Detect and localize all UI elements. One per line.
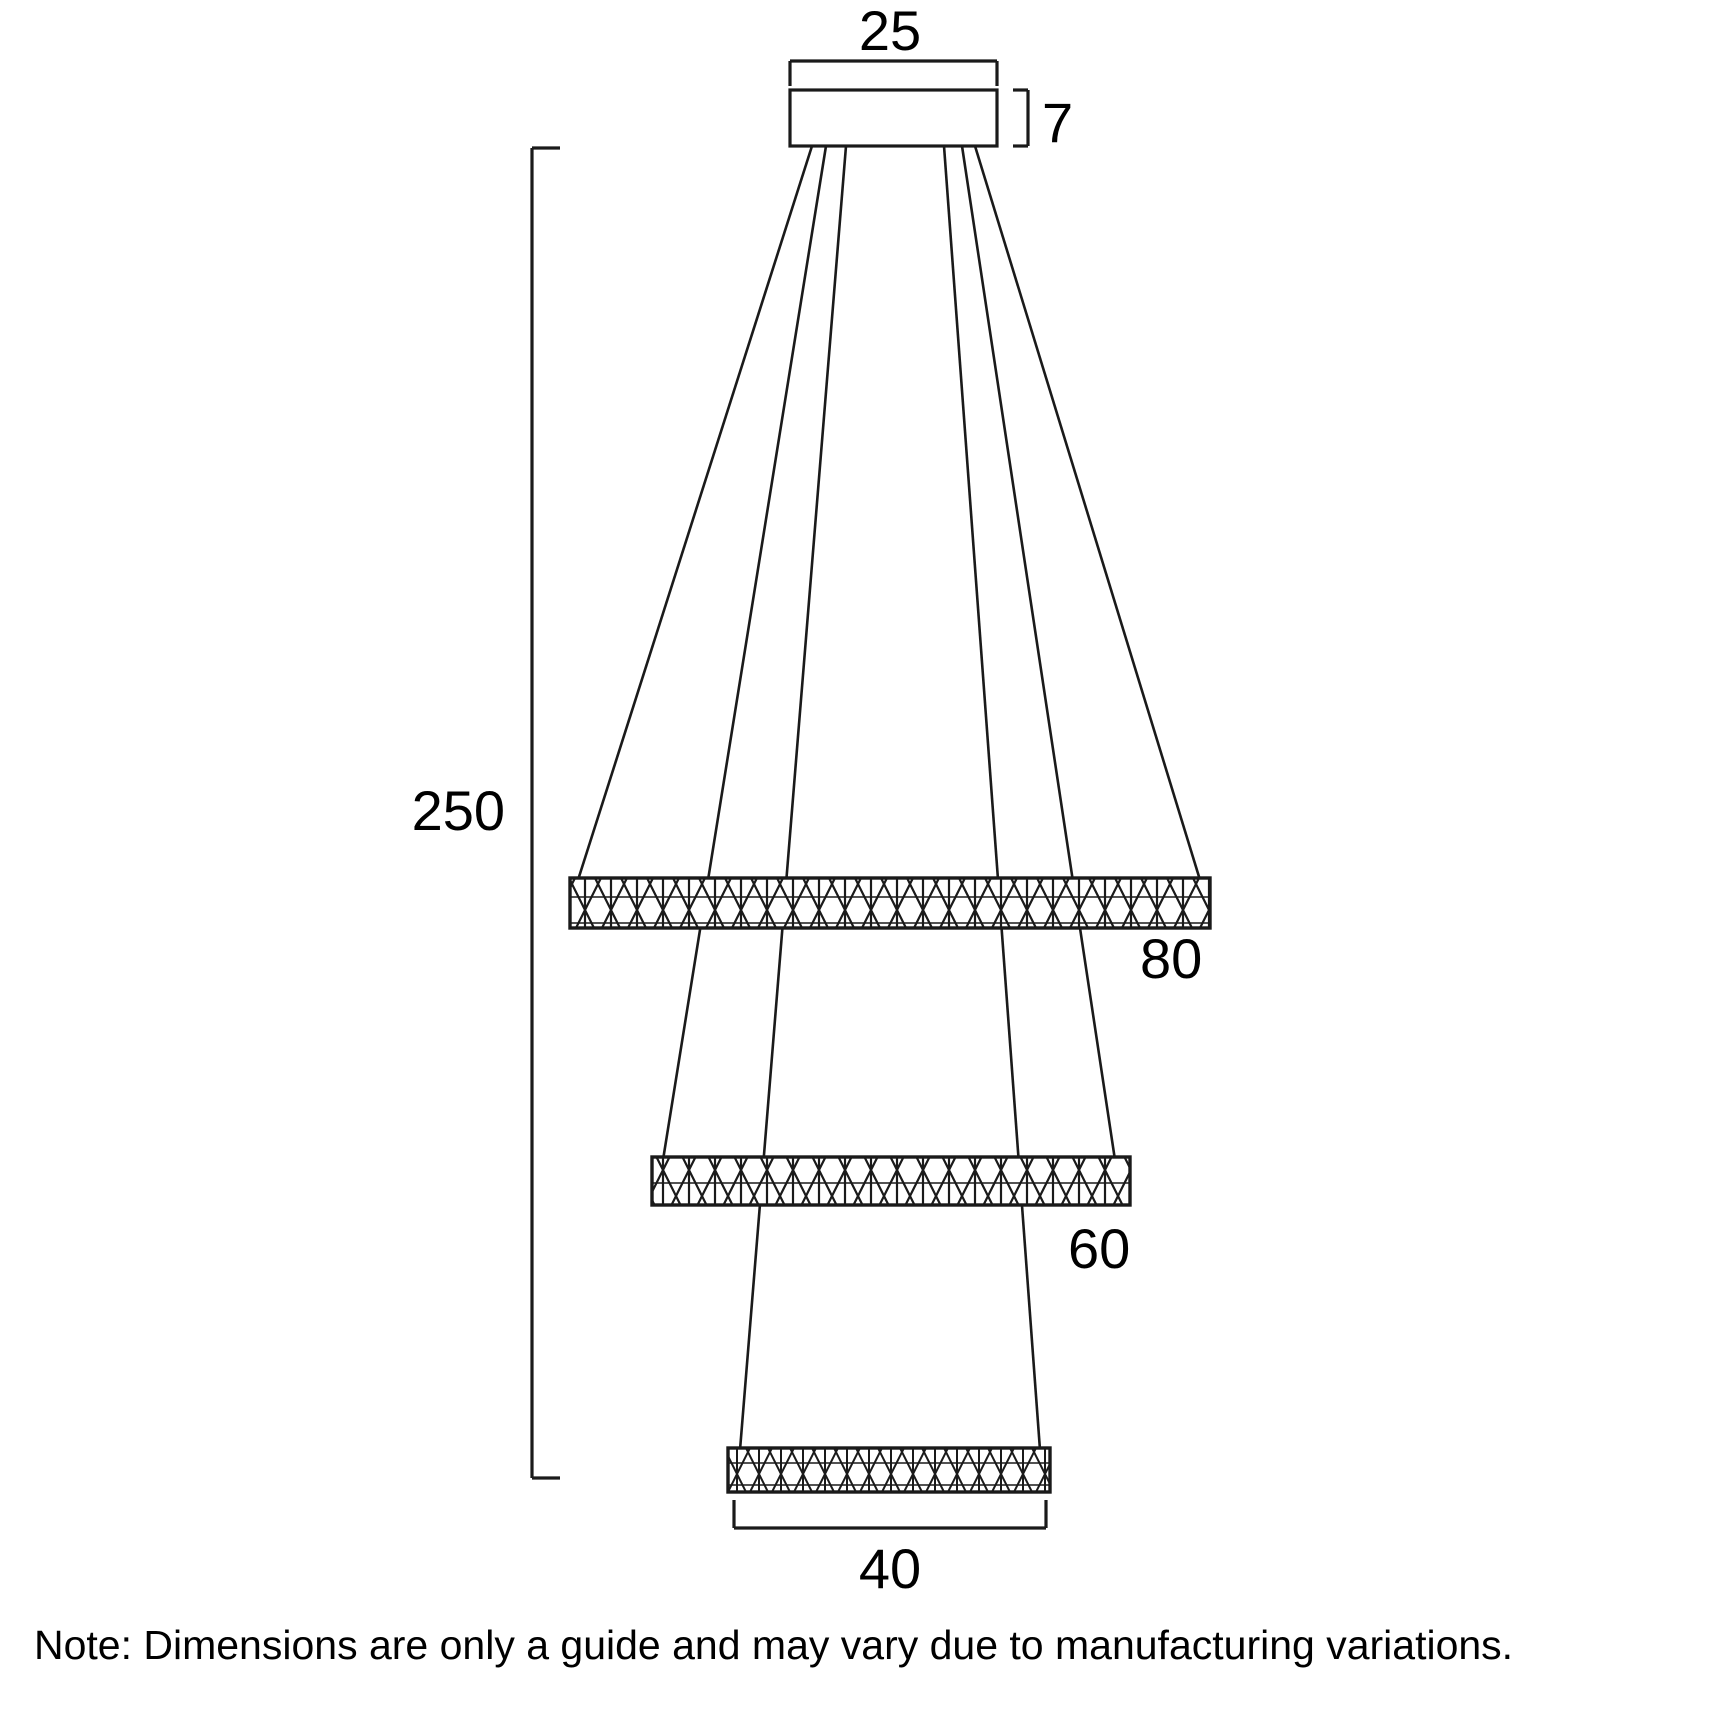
- canopy-height-dimension: [1013, 90, 1028, 146]
- label-total-drop: 250: [411, 779, 505, 842]
- ceiling-canopy: [790, 90, 997, 146]
- dimension-note: Note: Dimensions are only a guide and may vary due to manufacturing variations.: [34, 1622, 1514, 1668]
- label-canopy-width: 25: [858, 0, 922, 62]
- label-ring-bottom-diameter: 40: [858, 1537, 922, 1600]
- label-ring-middle-diameter: 60: [1068, 1217, 1131, 1280]
- label-ring-top-diameter: 80: [1140, 927, 1203, 990]
- ring-top: [570, 878, 1210, 928]
- label-canopy-height: 7: [1042, 91, 1074, 154]
- ring-bottom: [728, 1448, 1050, 1492]
- ring-middle: [652, 1157, 1130, 1205]
- total-drop-dimension: [532, 148, 560, 1478]
- bottom-ring-width-dimension: [734, 1500, 1046, 1528]
- canopy-width-dimension: [790, 61, 997, 86]
